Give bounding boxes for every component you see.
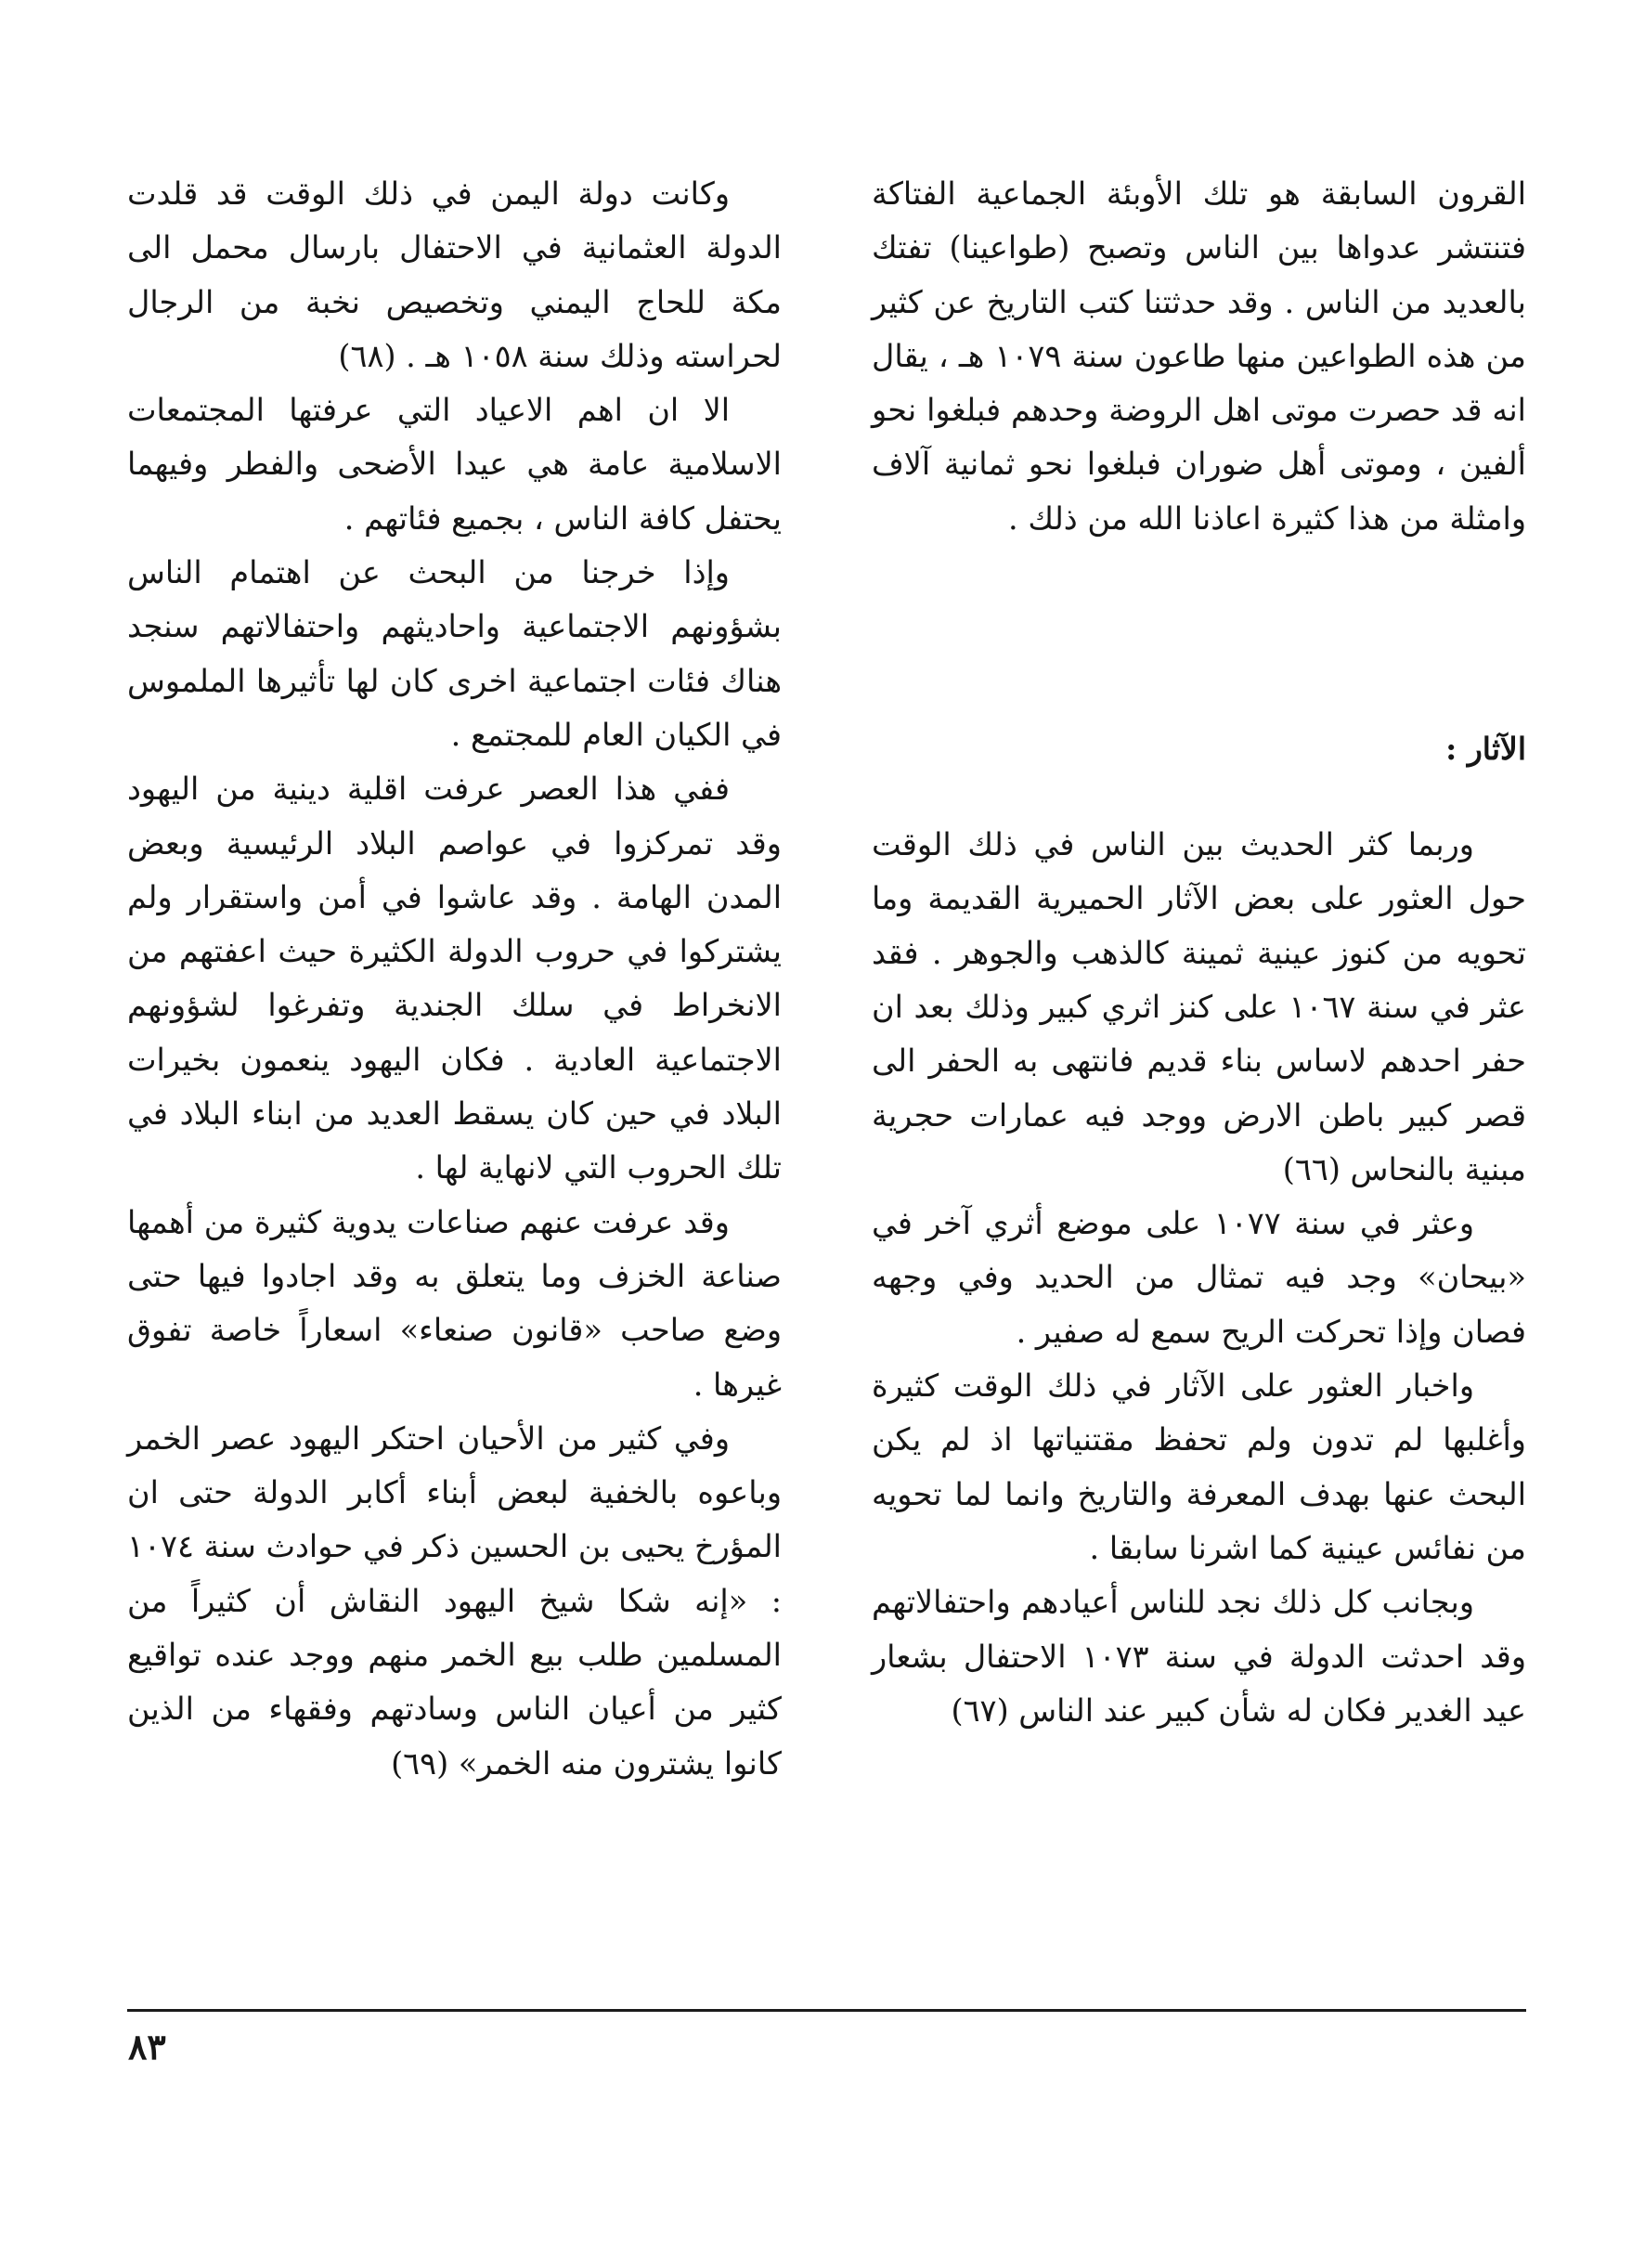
paragraph-jewish-minority: ففي هذا العصر عرفت اقلية دينية من اليهود وقد تمركزوا في عواصم البلاد الرئيسية وبعض المدن الهامة . وقد عاشوا في أمن واستقرار ولم يشتركوا في حروب الدولة الكثيرة حيث اعفتهم من الانخراط في سلك الجندية وتفرغوا لشؤونهم الاجتماعية العادية . فكان اليهود ينعمون بخيرات البلاد في حين كان يسقط العديد من ابناء البلاد في تلك الحروب التي لانهاية لها . (127, 771, 782, 1186)
right-column (872, 167, 1526, 1738)
section-heading-antiquities: الآثار : (1445, 731, 1526, 768)
paragraph-epidemics: القرون السابقة هو تلك الأوبئة الجماعية الفتاكة فتنتشر عدواها بين الناس وتصبح (طواعينا) تفتك بالعديد من الناس . وقد حدثتنا كتب التاريخ عن كثير من هذه الطواعين منها طاعون سنة ١٠٧٩ هـ ، يقال انه قد حصرت موتى اهل الروضة وحدهم فبلغوا نحو ألفين ، وموتى أهل ضوران فبلغوا نحو ثمانية آلاف وامثلة من هذا كثيرة اعاذنا الله من ذلك . (872, 175, 1526, 537)
column-gap (872, 546, 1526, 722)
paragraph-eids: الا ان اهم الاعياد التي عرفتها المجتمعات الاسلامية عامة هي عيدا الأضحى والفطر وفيهما يحتفل كافة الناس ، بجميع فئاتهم . (127, 392, 782, 537)
paragraph-bihan-statue: وعثر في سنة ١٠٧٧ على موضع أثري آخر في «بيحان» وجد فيه تمثال من الحديد وفي وجهه فصان وإذا تحركت الريح سمع له صفير . (872, 1205, 1526, 1350)
paragraph-antiquities-treasure: وربما كثر الحديث بين الناس في ذلك الوقت حول العثور على بعض الآثار الحميرية القديمة وما تحويه من كنوز عينية ثمينة كالذهب والجوهر . فقد عثر في سنة ١٠٦٧ على كنز اثري كبير وذلك بعد ان حفر احدهم لاساس بناء قديم فانتهى به الحفر الى قصر كبير باطن الارض ووجد فيه عمارات حجرية مبنية بالنحاس (٦٦) (872, 826, 1526, 1187)
footer-rule (127, 2009, 1526, 2012)
left-column (127, 167, 782, 1791)
paragraph-crafts: وقد عرفت عنهم صناعات يدوية كثيرة من أهمها صناعة الخزف وما يتعلق به وقد اجادوا فيها حتى وضع صاحب «قانون صنعاء» اسعاراً خاصة تفوق غيرها . (127, 1203, 782, 1403)
paragraph-festivals: وبجانب كل ذلك نجد للناس أعيادهم واحتفالاتهم وقد احدثت الدولة في سنة ١٠٧٣ الاحتفال بشعار عيد الغدير فكان له شأن كبير عند الناس (٦٧) (872, 1584, 1527, 1729)
paragraph-mahmal: وكانت دولة اليمن في ذلك الوقت قد قلدت الدولة العثمانية في الاحتفال بارسال محمل الى مكة للحاج اليمني وتخصيص نخبة من الرجال لحراسته وذلك سنة ١٠٥٨ هـ . (٦٨) (127, 175, 782, 374)
paragraph-social-groups: وإذا خرجنا من البحث عن اهتمام الناس بشؤونهم الاجتماعية واحاديثهم واحتفالاتهم سنجد هناك فئات اجتماعية اخرى كان لها تأثيرها الملموس في الكيان العام للمجتمع . (127, 554, 782, 753)
paragraph-antiquities-news: واخبار العثور على الآثار في ذلك الوقت كثيرة وأغلبها لم تدون ولم تحفظ مقتنياتها اذ لم يكن البحث عنها بهدف المعرفة والتاريخ وانما لما تحويه من نفائس عينية كما اشرنا سابقا . (872, 1367, 1526, 1566)
paragraph-wine: وفي كثير من الأحيان احتكر اليهود عصر الخمر وباعوه بالخفية لبعض أبناء أكابر الدولة حتى ان المؤرخ يحيى بن الحسين ذكر في حوادث سنة ١٠٧٤ : «إنه شكا شيخ اليهود النقاش أن كثيراً من المسلمين طلب بيع الخمر منهم ووجد عنده تواقيع كثير من أعيان الناس وسادتهم وفقهاء من الذين كانوا يشترون منه الخمر» (٦٩) (127, 1419, 782, 1782)
page-number: ٨٣ (128, 2026, 166, 2067)
